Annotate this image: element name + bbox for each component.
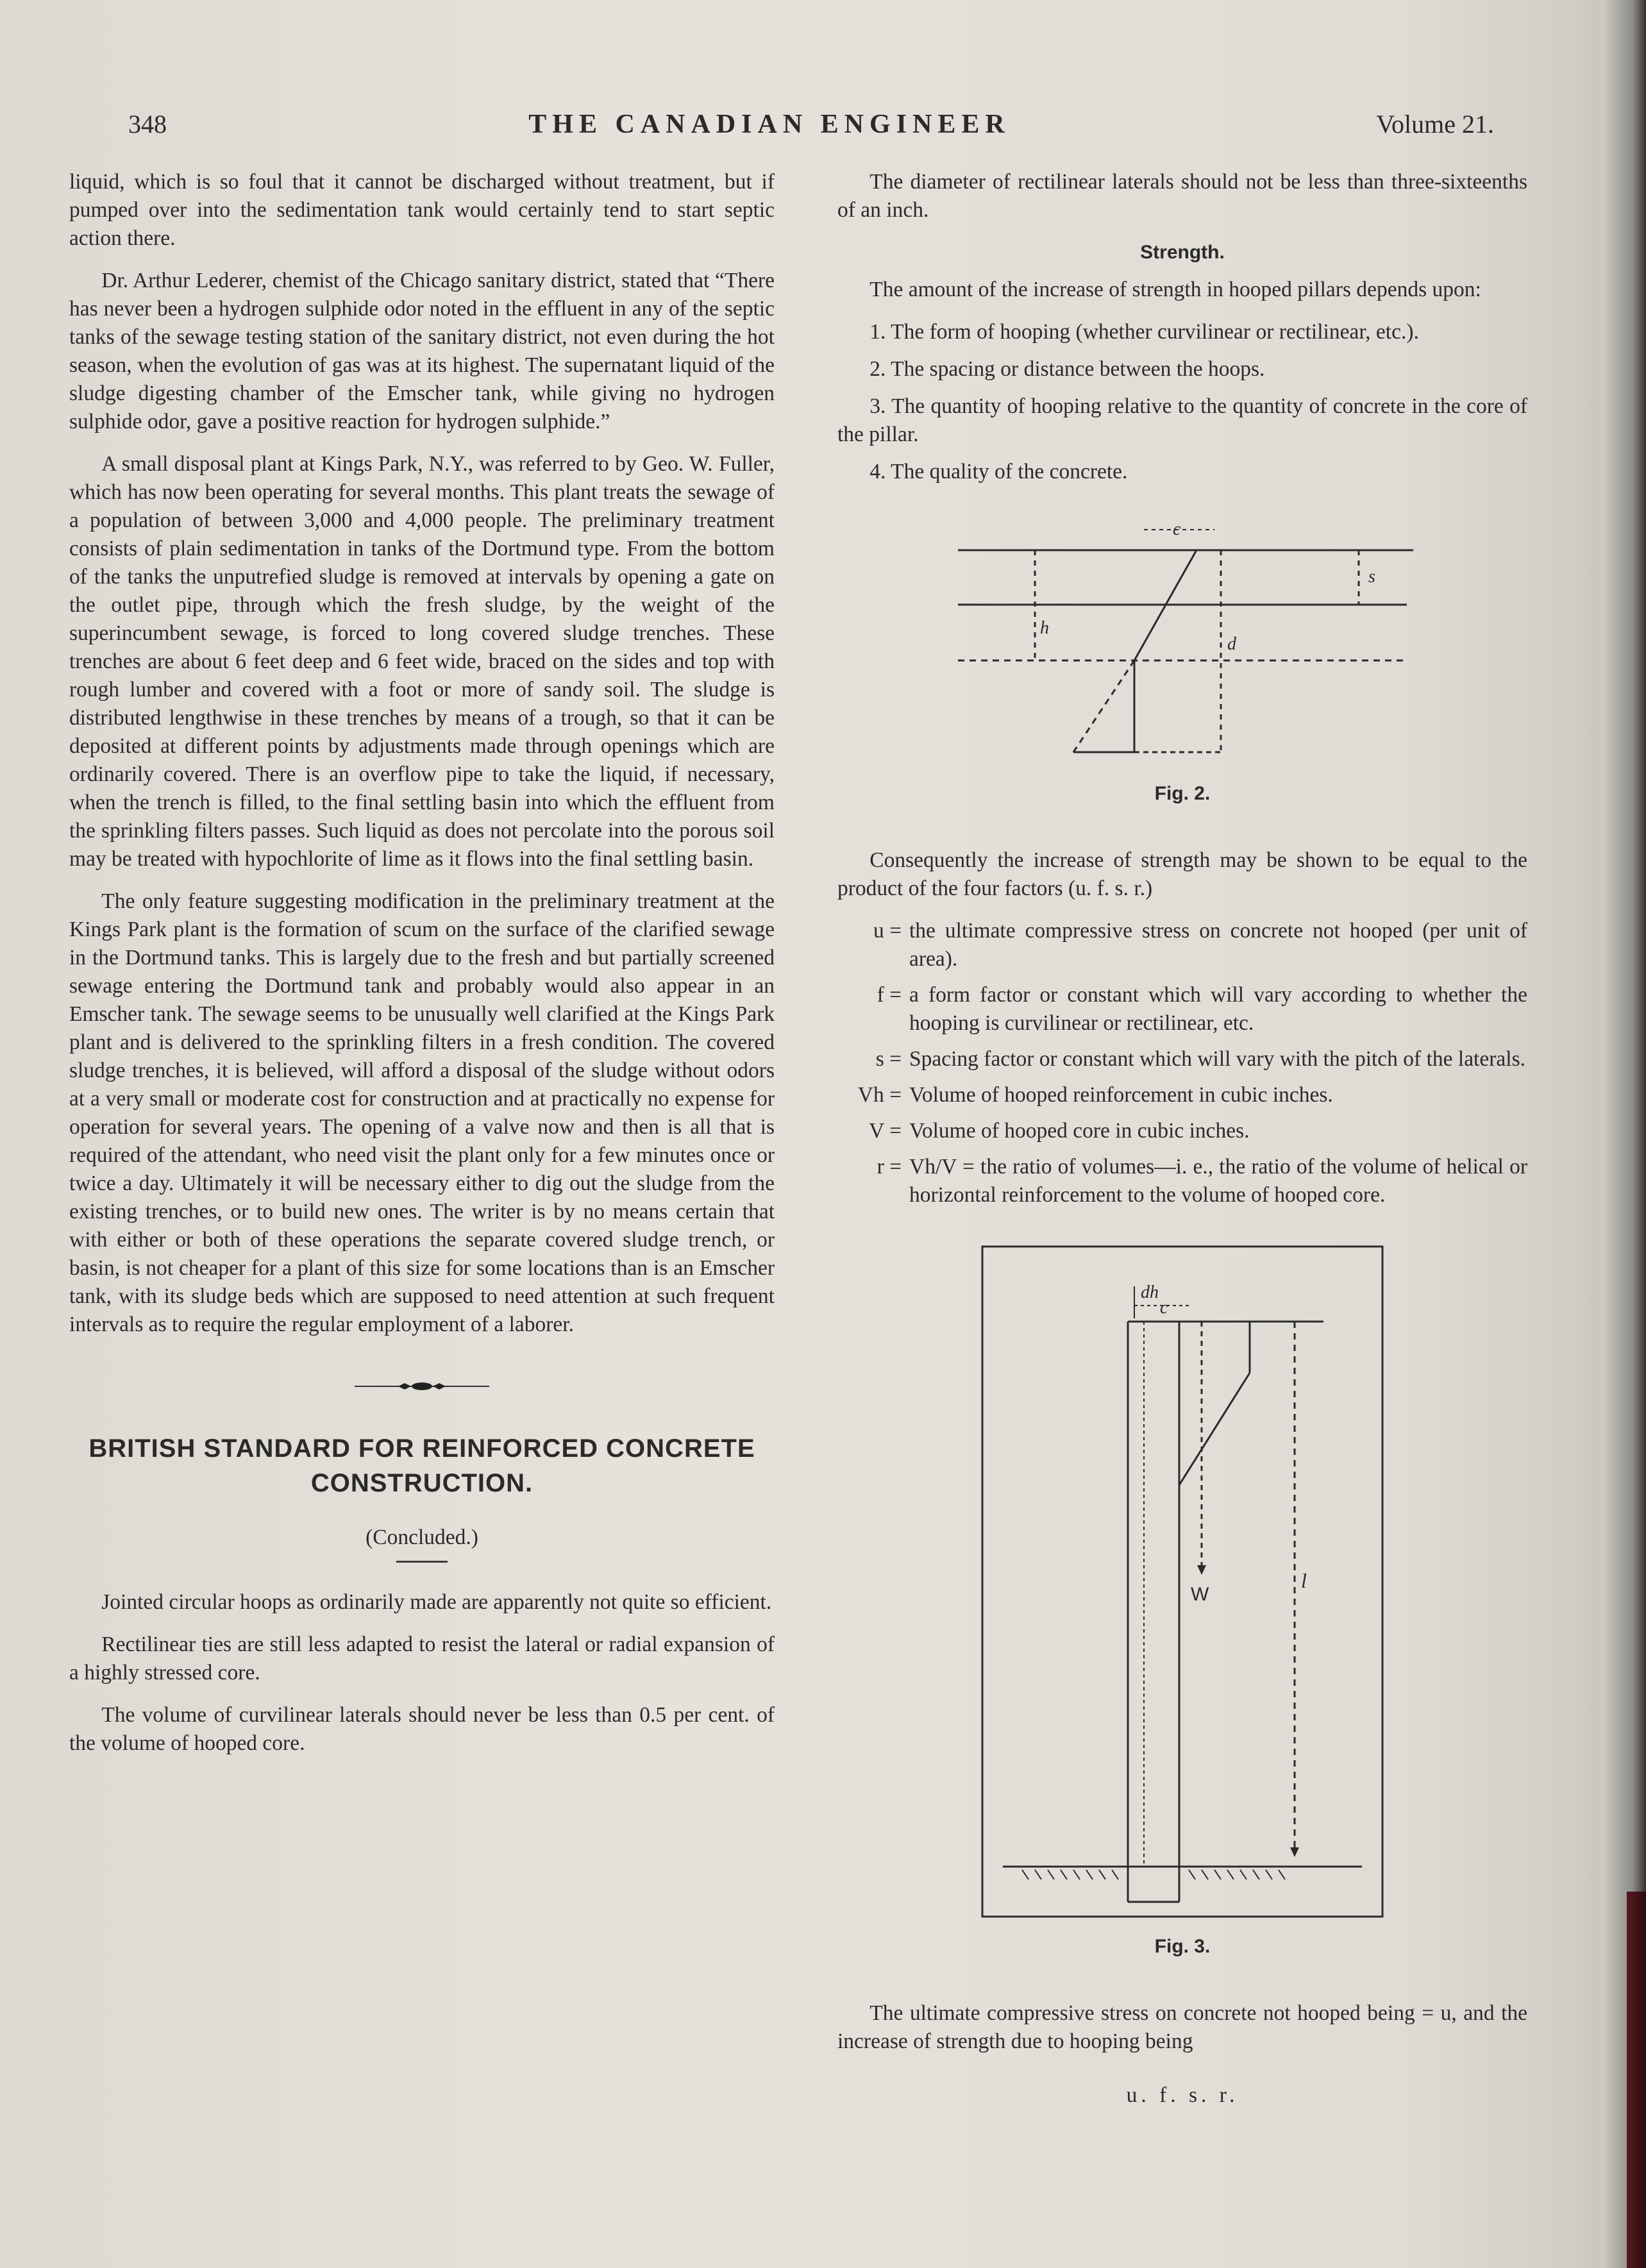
short-rule bbox=[396, 1561, 448, 1563]
strength-heading: Strength. bbox=[1140, 242, 1225, 263]
paragraph: The amount of the increase of strength in hooped pillars depends upon: bbox=[869, 278, 1481, 301]
definition-item bbox=[837, 917, 1527, 973]
definition-text: Volume of hooped reinforcement in cubic inches. bbox=[909, 1083, 1333, 1107]
definition-symbol: s = bbox=[875, 1047, 902, 1071]
left-column bbox=[69, 168, 775, 1772]
list-item: 4. The quality of the concrete. bbox=[869, 460, 1128, 483]
definition-item bbox=[837, 1045, 1527, 1073]
concluded-note: (Concluded.) bbox=[365, 1525, 478, 1549]
section-ornament bbox=[69, 1371, 775, 1399]
fig2-label-c: c bbox=[1173, 519, 1181, 539]
definition-item bbox=[837, 981, 1527, 1037]
definition-text: Vh/V = the ratio of volumes—i. e., the ratio of the volume of helical or horizontal reinforcement to the volume of hooped core. bbox=[909, 1155, 1527, 1207]
figure-2-caption: Fig. 2. bbox=[1154, 783, 1211, 804]
fig2-label-d: d bbox=[1227, 634, 1236, 654]
page-number: 348 bbox=[128, 110, 167, 139]
list-item: 2. The spacing or distance between the hoops. bbox=[869, 357, 1265, 381]
paragraph: The only feature suggesting modification in the preliminary treatment at the Kings Park plant is the formation of scum on the surface of the clarified sewage in the Dortmund tanks. This is largely due to the fresh and but partially screened sewage entering the Dortmund tank and probably would also appear in an Emscher tank. The sewage seems to be unusually well clarified at the Kings Park plant and is delivered to the sprinkling filters in a fresh condition. The covered sludge trenches, it is believed, will afford a disposal of the sludge without odors at a very small or moderate cost for construction and at practically no expense for operation for several years. The opening of a valve now and then is all that is required of the attendant, who need visit the plant only for a few minutes once or twice a day. Ultimately it will be necessary either to dig out the sludge from the existing trenches, or to build new ones. The writer is by no means certain that with either or both of these operations the separate covered sludge trench, or basin, is not cheaper for a plant of this size for some locations than is an Emscher tank, with its sludge beds which are supposed to need attention at such frequent intervals as to require the regular employment of a laborer. bbox=[69, 889, 775, 1336]
definition-symbol: f = bbox=[877, 983, 902, 1007]
right-column bbox=[837, 168, 1527, 2110]
paragraph: liquid, which is so foul that it cannot be discharged without treatment, but if pumped over into the sedimentation tank would certainly tend to start septic action there. bbox=[69, 170, 775, 250]
definition-text: a form factor or constant which will vary according to whether the hooping is curvilinear or rectilinear, etc. bbox=[909, 983, 1527, 1035]
fig3-label-l: l bbox=[1301, 1569, 1307, 1592]
article-title: BRITISH STANDARD FOR REINFORCED CONCRETE CONSTRUCTION. bbox=[88, 1434, 755, 1497]
journal-title: THE CANADIAN ENGINEER bbox=[528, 110, 1011, 139]
definition-text: Volume of hooped core in cubic inches. bbox=[909, 1119, 1250, 1143]
running-header bbox=[0, 109, 1539, 154]
list-item: 3. The quantity of hooping relative to the quantity of concrete in the core of the pillar. bbox=[837, 394, 1527, 446]
definition-text: the ultimate compressive stress on concrete not hooped (per unit of area). bbox=[909, 919, 1527, 971]
fig3-label-w: W bbox=[1191, 1584, 1209, 1605]
paragraph: The diameter of rectilinear laterals should not be less than three-sixteenths of an inch. bbox=[837, 170, 1527, 222]
figure-3 bbox=[977, 1241, 1388, 1961]
volume-label: Volume 21. bbox=[1376, 110, 1494, 139]
definition-text: Spacing factor or constant which will vary with the pitch of the laterals. bbox=[909, 1047, 1525, 1071]
definition-item bbox=[837, 1153, 1527, 1209]
definition-symbol: r = bbox=[877, 1155, 902, 1179]
definition-symbol: V = bbox=[869, 1119, 902, 1143]
figure-2-drawing bbox=[945, 512, 1420, 768]
paragraph: Jointed circular hoops as ordinarily made are apparently not quite so efficient. bbox=[101, 1590, 772, 1614]
fig3-label-dh: dh bbox=[1141, 1282, 1159, 1302]
definition-item bbox=[837, 1117, 1527, 1145]
definitions-list bbox=[837, 917, 1527, 1209]
figure-2 bbox=[945, 512, 1420, 808]
paragraph: Dr. Arthur Lederer, chemist of the Chicago sanitary district, stated that “There has never been a hydrogen sulphide odor noted in the effluent in any of the septic tanks of the sewage testing station of the sanitary district, not even during the hot season, when the evolution of gas was at its highest. The supernatant liquid of the sludge digesting chamber of the Emscher tank, while giving no hydrogen sulphide odor, gave a positive reaction for hydrogen sulphide.” bbox=[69, 269, 775, 433]
formula: u. f. s. r. bbox=[1126, 2083, 1239, 2107]
paragraph: Rectilinear ties are still less adapted to resist the lateral or radial expansion of a highly stressed core. bbox=[69, 1633, 775, 1684]
paragraph: A small disposal plant at Kings Park, N.Y., was referred to by Geo. W. Fuller, which has now been operating for several months. This plant treats the sewage of a population of between 3,000 and 4,000 people. The preliminary treatment consists of plain sedimentation in tanks of the Dortmund type. From the bottom of the tanks the unputrefied sludge is removed at intervals by opening a gate on the outlet pipe, through which the fresh sludge, by the weight of the superincumbent sewage, is forced to long covered sludge trenches. These trenches are about 6 feet deep and 6 feet wide, braced on the sides and top with rough lumber and covered with a foot or more of sandy soil. The sludge is distributed lengthwise in these trenches by means of a trough, so that it can be deposited at different points by adjustments made through openings which are ordinarily covered. There is an overflow pipe to take the liquid, if necessary, when the trench is filled, to the final settling basin into which the effluent from the sprinkling filters passes. Such liquid as does not percolate into the porous soil may be treated with hypochlorite of lime as it flows into the final settling basin. bbox=[69, 452, 775, 871]
fig2-label-h: h bbox=[1040, 618, 1049, 638]
fig2-label-s: s bbox=[1368, 567, 1375, 587]
figure-3-drawing bbox=[977, 1241, 1388, 1921]
paragraph: Consequently the increase of strength may be shown to be equal to the product of the four factors (u. f. s. r.) bbox=[837, 848, 1527, 900]
fig3-label-c: c bbox=[1160, 1298, 1168, 1318]
definition-symbol: Vh = bbox=[857, 1083, 902, 1107]
binding-edge bbox=[1627, 1892, 1646, 2268]
definition-symbol: u = bbox=[873, 919, 902, 943]
list-item: 1. The form of hooping (whether curvilinear or rectilinear, etc.). bbox=[869, 320, 1419, 344]
definition-item bbox=[837, 1081, 1527, 1109]
paragraph: The volume of curvilinear laterals should never be less than 0.5 per cent. of the volume of hooped core. bbox=[69, 1703, 775, 1755]
figure-3-caption: Fig. 3. bbox=[1154, 1936, 1211, 1957]
paragraph: The ultimate compressive stress on concrete not hooped being = u, and the increase of strength due to hooping being bbox=[837, 2001, 1527, 2053]
ornament-rule bbox=[355, 1381, 489, 1391]
